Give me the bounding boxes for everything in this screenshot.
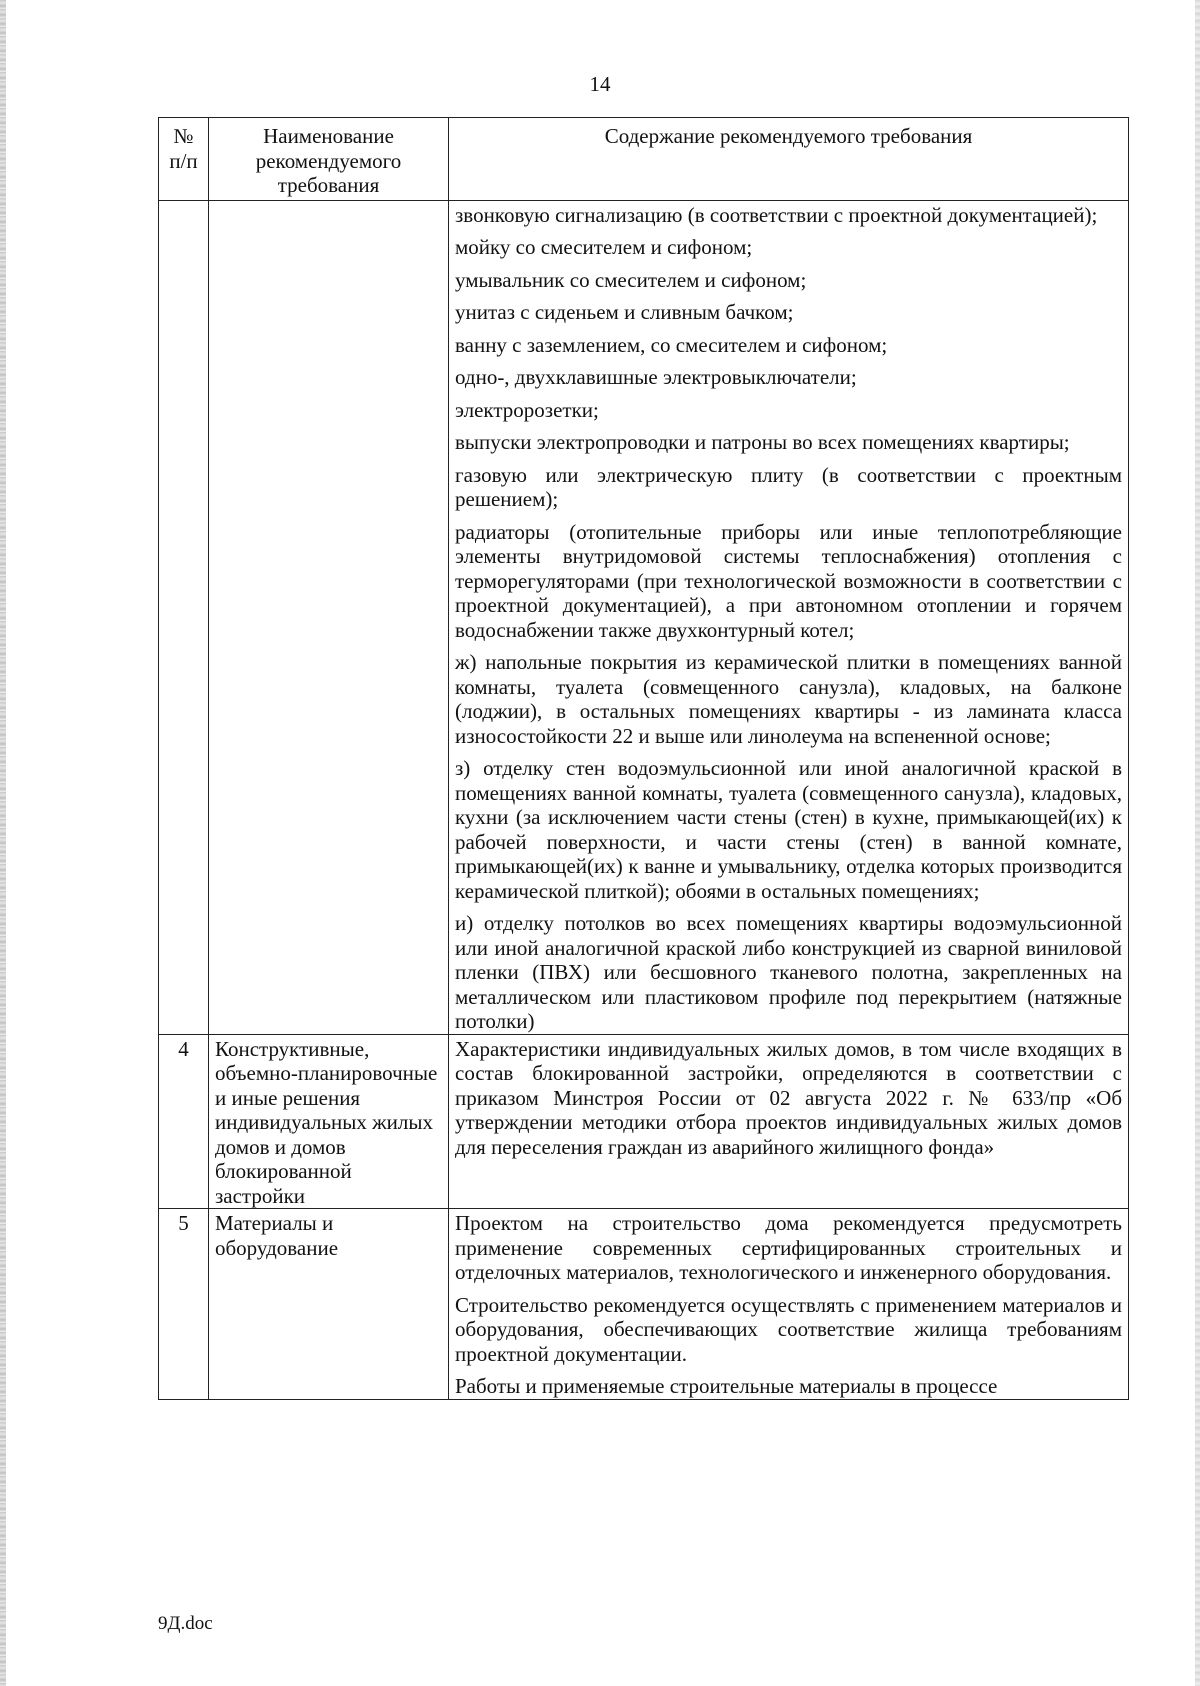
requirements-table	[158, 117, 1129, 1400]
content-paragraph: Характеристики индивидуальных жилых домов, в том числе входящих в состав блокированной застройки, определяются в соответствии с приказом Минстроя России от 02 августа 2022 г. № 633/пр «Об утверждении методики отбора проектов индивидуальных жилых домов для переселения граждан из аварийного жилищного фонда»	[455, 1036, 1122, 1159]
header-content: Содержание рекомендуемого требования	[449, 118, 1129, 201]
content-paragraph: звонковую сигнализацию (в соответствии с проектной документацией);	[455, 202, 1098, 227]
content-paragraph: з) отделку стен водоэмульсионной или иной аналогичной краской в помещениях ванной комнаты, туалета (совмещенного санузла), кладовых, кухни (за исключением части стены (стен) в кухне, примыкающей(их) к рабочей поверхности, и части стены (стен) в ванной комнате, примыкающей(их) к ванне и умывальнику, отделка которых производится керамической плиткой); обоями в остальных помещениях;	[455, 756, 1122, 903]
row-requirement-name: Конструктивные, объемно-планировочные и иные решения индивидуальных жилых домов и домов блокированной застройки	[209, 1034, 449, 1209]
row-requirement-content	[449, 1034, 1129, 1209]
row-requirement-name	[209, 200, 449, 1034]
content-paragraph: мойку со смесителем и сифоном;	[455, 235, 753, 259]
header-name: Наименование рекомендуемого требования	[209, 118, 449, 201]
row-number	[159, 200, 209, 1034]
content-paragraph: Строительство рекомендуется осуществлять с применением материалов и оборудования, обеспечивающих соответствие жилища требованиям проектной документации.	[455, 1292, 1122, 1366]
content-paragraph: ж) напольные покрытия из керамической плитки в помещениях ванной комнаты, туалета (совмещенного санузла), кладовых, на балконе (лоджии), в остальных помещениях квартиры - из ламината класса износостойкости 22 и выше или линолеума на вспененной основе;	[455, 650, 1122, 748]
table-row	[159, 200, 1129, 1034]
table-header-row	[159, 118, 1129, 201]
content-paragraph: электророзетки;	[455, 397, 599, 422]
content-paragraph: ванну с заземлением, со смесителем и сифоном;	[455, 332, 888, 357]
content-paragraph: одно-, двухклавишные электровыключатели;	[455, 365, 857, 389]
row-requirement-content	[449, 200, 1129, 1034]
content-paragraph: выпуски электропроводки и патроны во всех помещениях квартиры;	[455, 430, 1070, 454]
page-number: 14	[589, 72, 611, 96]
content-paragraph: Проектом на строительство дома рекомендуется предусмотреть применение современных сертифицированных строительных и отделочных материалов, технологического и инженерного оборудования.	[455, 1211, 1122, 1284]
row-number: 4	[159, 1034, 209, 1209]
row-number: 5	[159, 1209, 209, 1400]
scan-edge-left	[0, 0, 6, 1686]
content-paragraph: радиаторы (отопительные приборы или иные теплопотребляющие элементы внутридомовой системы теплоснабжения) отопления с терморегуляторами (при технологической возможности в соответствии с проектной документацией), а при автономном отоплении и горячем водоснабжении также двухконтурный котел;	[455, 519, 1122, 642]
row-requirement-content	[449, 1209, 1129, 1400]
scan-edge-right	[1195, 0, 1200, 1686]
row-requirement-name: Материалы и оборудование	[209, 1209, 449, 1400]
table-row	[159, 1209, 1129, 1400]
table-row	[159, 1034, 1129, 1209]
content-paragraph: унитаз с сиденьем и сливным бачком;	[455, 300, 794, 324]
content-paragraph: умывальник со смесителем и сифоном;	[455, 267, 807, 292]
content-paragraph: Работы и применяемые строительные материалы в процессе	[455, 1374, 998, 1398]
content-paragraph: и) отделку потолков во всех помещениях квартиры водоэмульсионной или иной аналогичной краской либо конструкцией из сварной виниловой пленки (ПВХ) или бесшовного тканевого полотна, закрепленных на металлическом или пластиковом профиле под перекрытием (натяжные потолки)	[455, 911, 1122, 1033]
content-paragraph: газовую или электрическую плиту (в соответствии с проектным решением);	[455, 462, 1122, 511]
header-num: № п/п	[159, 118, 209, 201]
document-footer-filename: 9Д.doc	[158, 1613, 213, 1634]
